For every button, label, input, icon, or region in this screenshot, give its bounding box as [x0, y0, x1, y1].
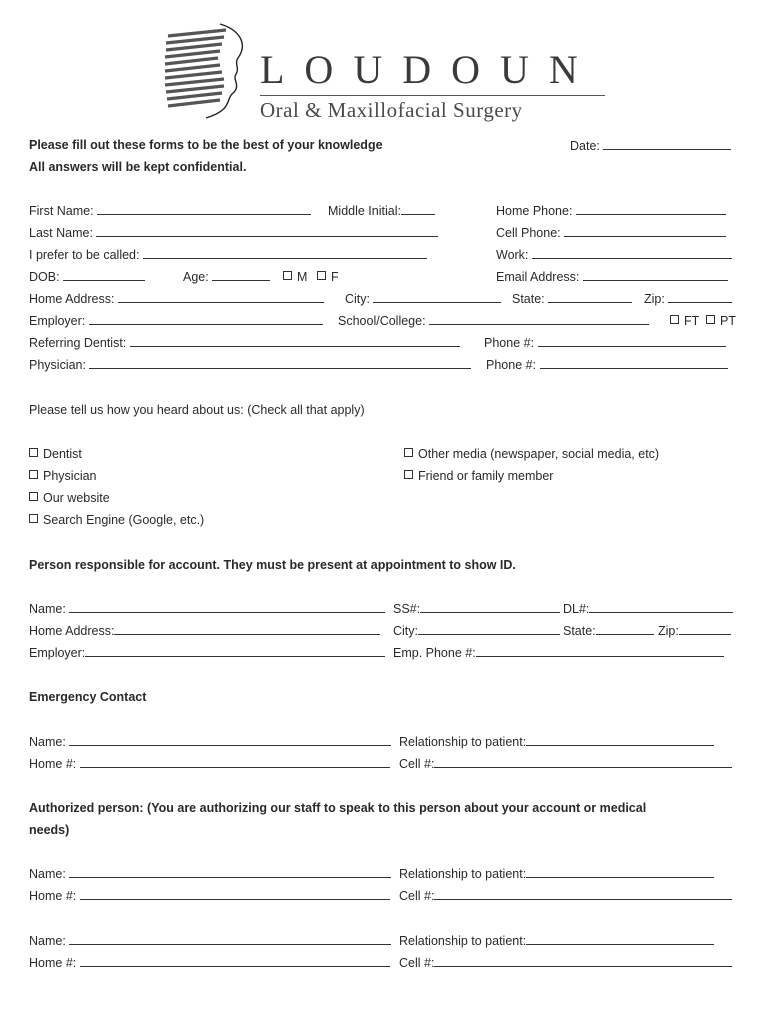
checkbox-icon	[29, 470, 38, 479]
logo-subtitle: Oral & Maxillofacial Surgery	[260, 98, 523, 122]
emergency-relationship-field[interactable]: Relationship to patient:	[399, 733, 714, 751]
logo-face-lines-icon	[160, 20, 260, 120]
sex-f-checkbox[interactable]: F	[317, 268, 339, 286]
work-phone-field[interactable]: Work:	[496, 246, 732, 264]
heard-dentist-checkbox[interactable]: Dentist	[29, 445, 82, 463]
employer-field[interactable]: Employer:	[29, 312, 323, 330]
emergency-home-field[interactable]: Home #:	[29, 755, 390, 773]
responsible-dl-field[interactable]: DL#:	[563, 600, 733, 618]
cell-phone-field[interactable]: Cell Phone:	[496, 224, 726, 242]
state-field[interactable]: State:	[512, 290, 632, 308]
responsible-heading: Person responsible for account. They must be present at appointment to show ID.	[29, 558, 516, 572]
checkbox-icon	[404, 448, 413, 457]
heard-search-checkbox[interactable]: Search Engine (Google, etc.)	[29, 511, 204, 529]
logo-divider	[260, 95, 605, 96]
authorized-2-cell-field[interactable]: Cell #:	[399, 954, 732, 972]
dentist-phone-field[interactable]: Phone #:	[484, 334, 726, 352]
responsible-zip-field[interactable]: Zip:	[658, 622, 731, 640]
authorized-2-name-field[interactable]: Name:	[29, 932, 391, 950]
responsible-name-field[interactable]: Name:	[29, 600, 385, 618]
authorized-1-home-field[interactable]: Home #:	[29, 887, 390, 905]
emergency-cell-field[interactable]: Cell #:	[399, 755, 732, 773]
heard-question: Please tell us how you heard about us: (Check all that apply)	[29, 403, 365, 417]
first-name-field[interactable]: First Name:	[29, 202, 311, 220]
heard-website-checkbox[interactable]: Our website	[29, 489, 110, 507]
intro-line-2: All answers will be kept confidential.	[29, 160, 247, 174]
authorized-1-relationship-field[interactable]: Relationship to patient:	[399, 865, 714, 883]
responsible-emp-phone-field[interactable]: Emp. Phone #:	[393, 644, 724, 662]
checkbox-icon	[283, 271, 292, 280]
school-field[interactable]: School/College:	[338, 312, 649, 330]
authorized-2-relationship-field[interactable]: Relationship to patient:	[399, 932, 714, 950]
emergency-heading: Emergency Contact	[29, 690, 147, 704]
pt-checkbox[interactable]: PT	[706, 312, 736, 330]
emergency-name-field[interactable]: Name:	[29, 733, 391, 751]
checkbox-icon	[404, 470, 413, 479]
checkbox-icon	[706, 315, 715, 324]
heard-physician-checkbox[interactable]: Physician	[29, 467, 97, 485]
last-name-field[interactable]: Last Name:	[29, 224, 438, 242]
responsible-address-field[interactable]: Home Address:	[29, 622, 380, 640]
sex-m-checkbox[interactable]: M	[283, 268, 307, 286]
email-field[interactable]: Email Address:	[496, 268, 728, 286]
city-field[interactable]: City:	[345, 290, 501, 308]
responsible-city-field[interactable]: City:	[393, 622, 560, 640]
authorized-heading-1: Authorized person: (You are authorizing our staff to speak to this person about your account or medical	[29, 801, 647, 815]
dob-field[interactable]: DOB:	[29, 268, 145, 286]
physician-field[interactable]: Physician:	[29, 356, 471, 374]
logo-name: LOUDOUN	[260, 47, 598, 92]
logo	[160, 20, 620, 125]
referring-dentist-field[interactable]: Referring Dentist:	[29, 334, 460, 352]
checkbox-icon	[317, 271, 326, 280]
home-phone-field[interactable]: Home Phone:	[496, 202, 726, 220]
zip-field[interactable]: Zip:	[644, 290, 732, 308]
checkbox-icon	[29, 492, 38, 501]
responsible-ss-field[interactable]: SS#:	[393, 600, 560, 618]
authorized-2-home-field[interactable]: Home #:	[29, 954, 390, 972]
intro-line-1: Please fill out these forms to be the best of your knowledge	[29, 138, 383, 152]
responsible-state-field[interactable]: State:	[563, 622, 654, 640]
preferred-name-field[interactable]: I prefer to be called:	[29, 246, 427, 264]
age-field[interactable]: Age:	[183, 268, 270, 286]
authorized-heading-2: needs)	[29, 823, 70, 837]
heard-other-media-checkbox[interactable]: Other media (newspaper, social media, etc)	[404, 445, 659, 463]
physician-phone-field[interactable]: Phone #:	[486, 356, 728, 374]
checkbox-icon	[670, 315, 679, 324]
authorized-1-name-field[interactable]: Name:	[29, 865, 391, 883]
date-field[interactable]	[570, 137, 731, 155]
checkbox-icon	[29, 448, 38, 457]
home-address-field[interactable]: Home Address:	[29, 290, 324, 308]
middle-initial-field[interactable]: Middle Initial:	[328, 202, 435, 220]
ft-checkbox[interactable]: FT	[670, 312, 699, 330]
responsible-employer-field[interactable]: Employer:	[29, 644, 385, 662]
heard-friend-checkbox[interactable]: Friend or family member	[404, 467, 553, 485]
authorized-1-cell-field[interactable]: Cell #:	[399, 887, 732, 905]
checkbox-icon	[29, 514, 38, 523]
date-label: Date:	[570, 139, 600, 153]
